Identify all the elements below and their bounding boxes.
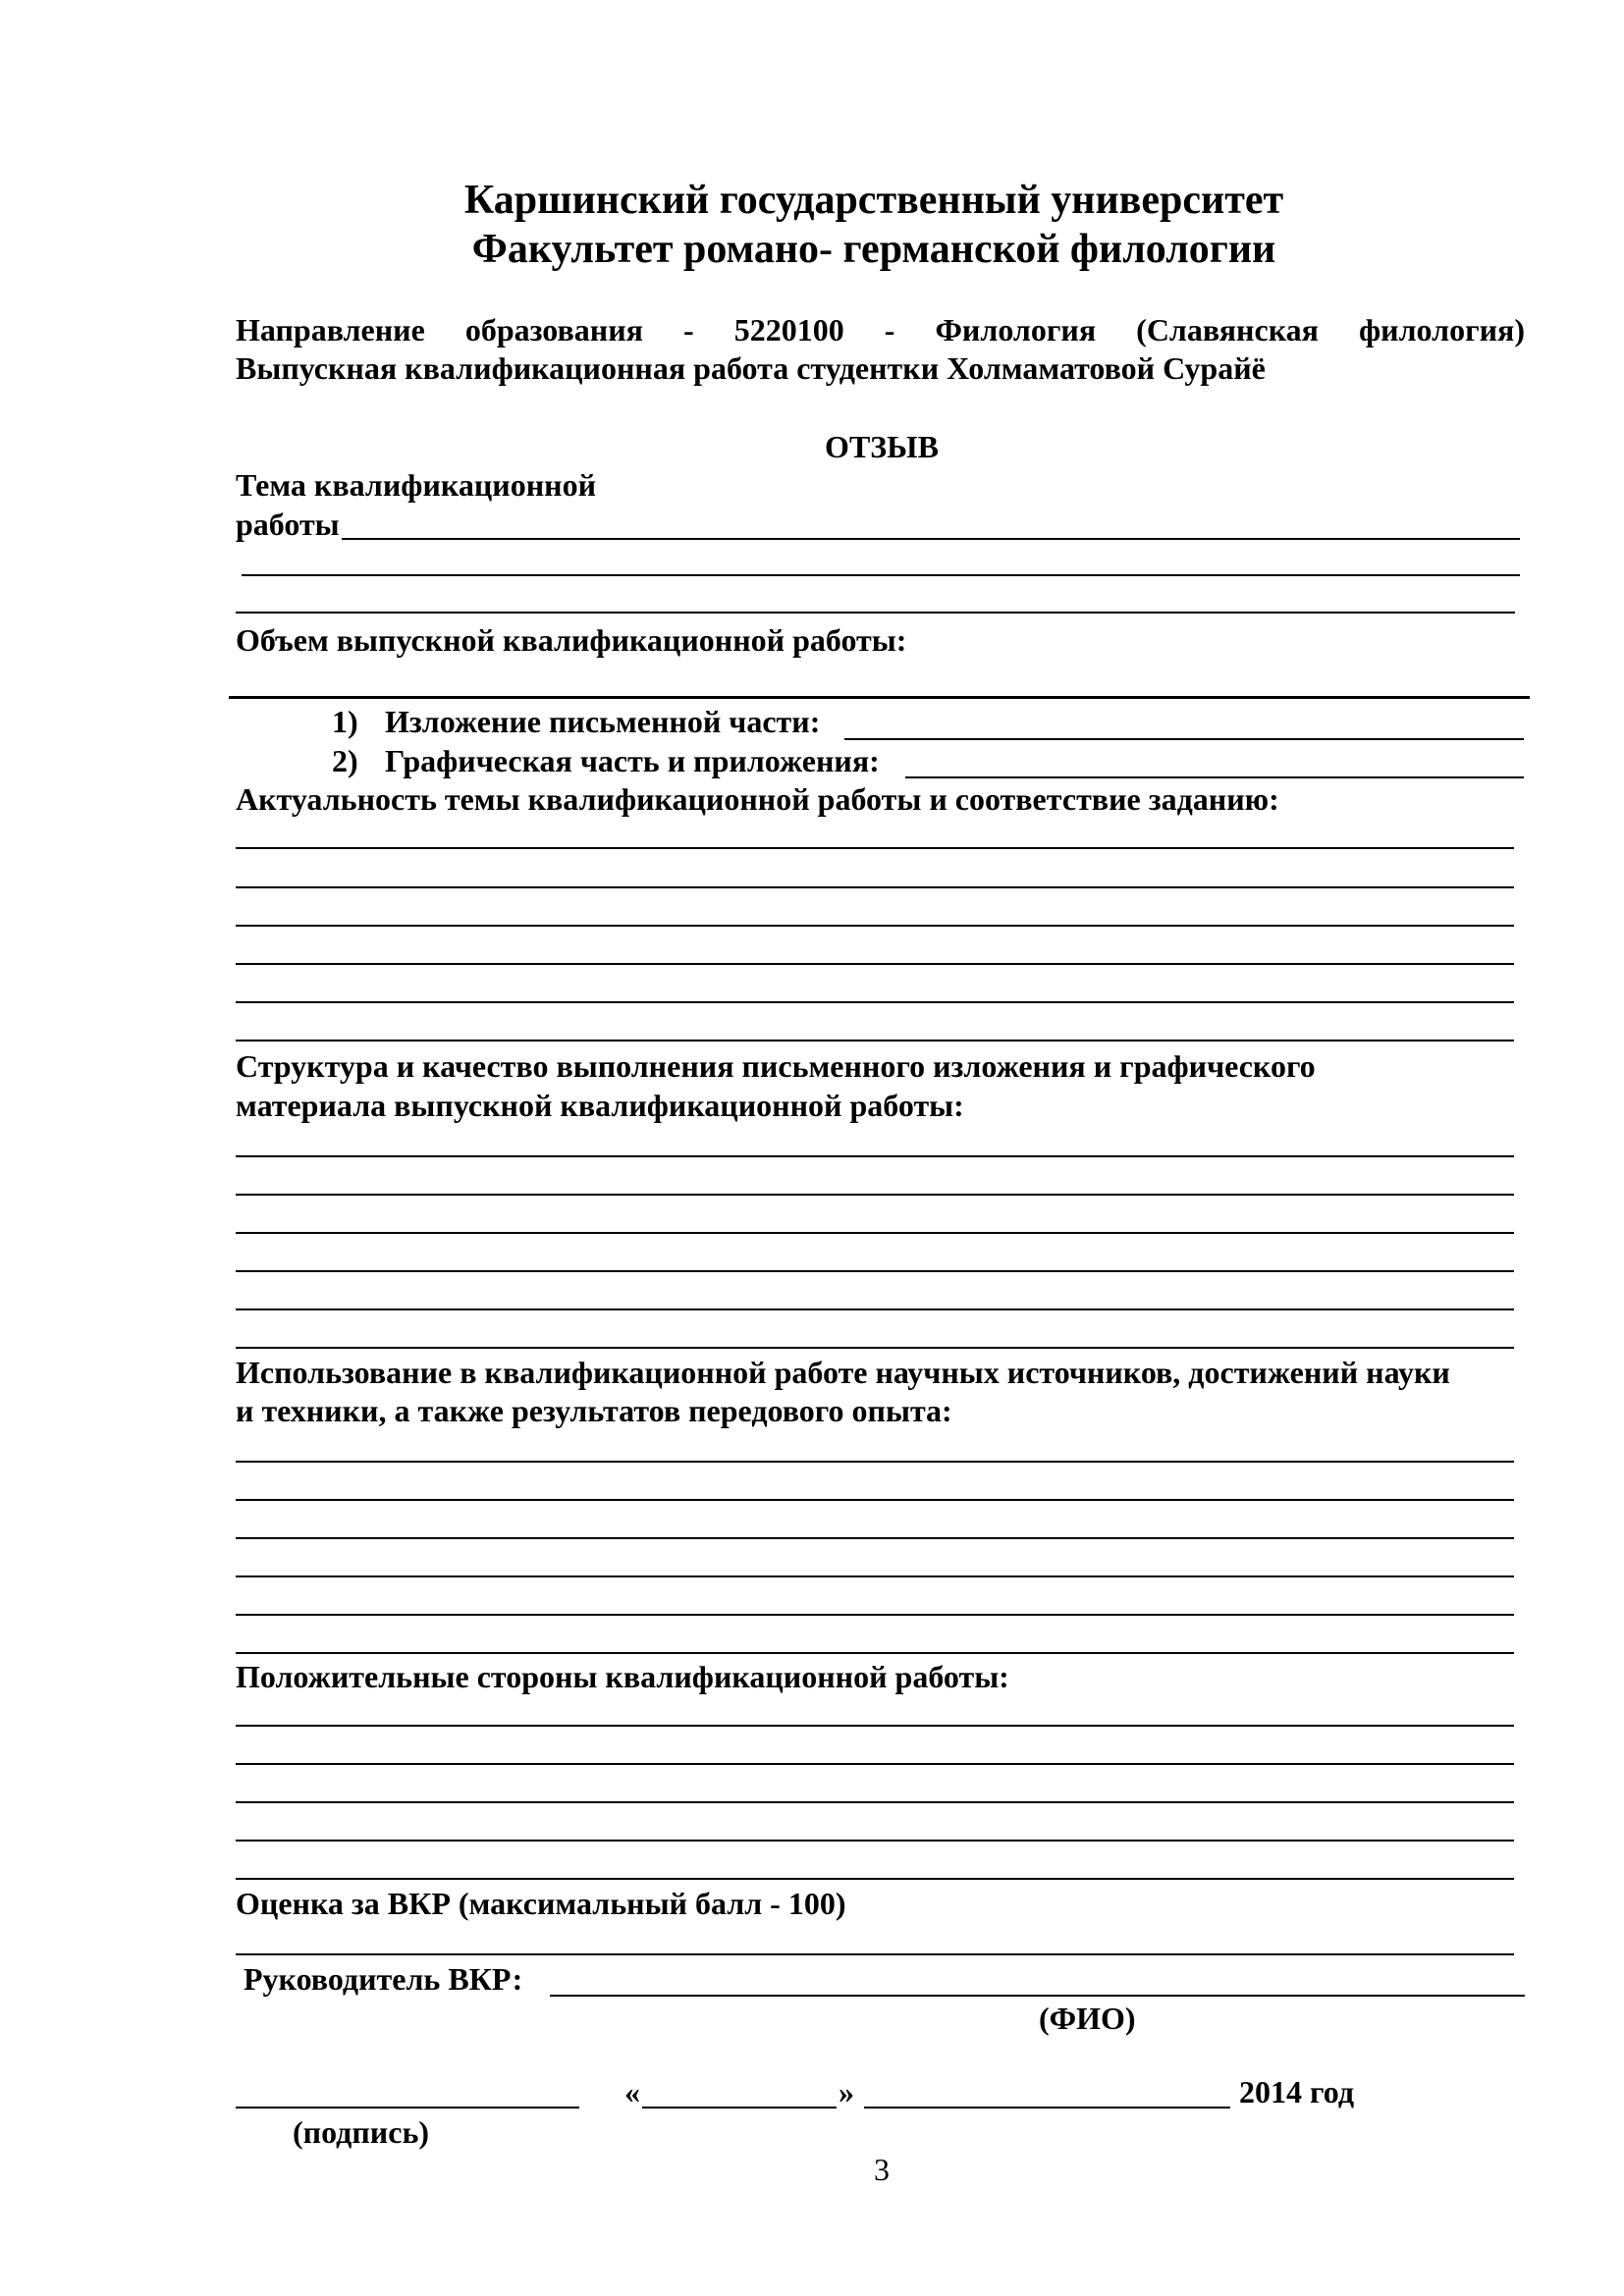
- positive-line[interactable]: [236, 1725, 1514, 1727]
- topic-label-cont: работы: [236, 507, 340, 542]
- positive-line[interactable]: [236, 1801, 1514, 1803]
- structure-line[interactable]: [236, 1308, 1514, 1310]
- structure-label: Структура и качество выполнения письменного изложения и графического: [236, 1048, 1316, 1084]
- structure-label-cont: материала выпускной квалификационной работы:: [236, 1088, 964, 1123]
- relevance-line[interactable]: [236, 963, 1514, 965]
- structure-line[interactable]: [236, 1155, 1514, 1157]
- volume-label: Объем выпускной квалификационной работы:: [236, 622, 907, 658]
- positive-line[interactable]: [236, 1840, 1514, 1842]
- sources-line[interactable]: [236, 1652, 1514, 1654]
- sources-line[interactable]: [236, 1614, 1514, 1616]
- grade-label: Оценка за ВКР (максимальный балл - 100): [236, 1886, 846, 1921]
- grade-line[interactable]: [236, 1953, 1514, 1955]
- sources-line[interactable]: [236, 1575, 1514, 1577]
- relevance-line[interactable]: [236, 847, 1514, 849]
- structure-line[interactable]: [236, 1194, 1514, 1196]
- sources-label: Использование в квалификационной работе научных источников, достижений науки: [236, 1355, 1450, 1390]
- supervisor-label: Руководитель ВКР:: [244, 1961, 523, 1997]
- volume-item-2-label: Графическая часть и приложения:: [385, 743, 880, 778]
- thesis-student-line: Выпускная квалификационная работа студентки Холмаматовой Сурайё: [236, 350, 1266, 386]
- signature-field[interactable]: [236, 2107, 579, 2109]
- sources-line[interactable]: [236, 1499, 1514, 1501]
- positive-line[interactable]: [236, 1878, 1514, 1880]
- review-title: ОТЗЫВ: [825, 429, 939, 464]
- graphic-part-field[interactable]: [905, 776, 1524, 778]
- structure-line[interactable]: [236, 1232, 1514, 1234]
- positive-line[interactable]: [236, 1763, 1514, 1765]
- topic-field-line-3[interactable]: [236, 612, 1515, 614]
- relevance-label: Актуальность темы квалификационной работы и соответствие заданию:: [236, 781, 1279, 817]
- direction-line: Направление образования - 5220100 - Филология (Славянская филология): [236, 312, 1525, 347]
- relevance-line[interactable]: [236, 925, 1514, 927]
- relevance-line[interactable]: [236, 886, 1514, 888]
- structure-line[interactable]: [236, 1347, 1514, 1349]
- faculty-title: Факультет романо- германской филологии: [471, 227, 1276, 272]
- topic-field-line-2[interactable]: [242, 574, 1520, 576]
- page-number: 3: [874, 2152, 890, 2187]
- structure-line[interactable]: [236, 1270, 1514, 1272]
- date-day-field[interactable]: [642, 2107, 837, 2109]
- sources-line[interactable]: [236, 1461, 1514, 1463]
- volume-item-1-number: 1): [332, 704, 358, 739]
- relevance-line[interactable]: [236, 1001, 1514, 1003]
- topic-field-line[interactable]: [342, 538, 1520, 540]
- signature-caption: (подпись): [293, 2114, 430, 2150]
- supervisor-name-field[interactable]: [550, 1995, 1525, 1997]
- volume-item-2-number: 2): [332, 743, 358, 778]
- fio-caption: (ФИО): [1039, 2001, 1136, 2036]
- date-close-quote: »: [839, 2074, 854, 2109]
- sources-label-cont: и техники, а также результатов передового опыта:: [236, 1393, 952, 1428]
- sources-line[interactable]: [236, 1537, 1514, 1539]
- positive-label: Положительные стороны квалификационной работы:: [236, 1659, 1009, 1694]
- volume-separator: [229, 696, 1530, 699]
- year-label: 2014 год: [1239, 2074, 1354, 2109]
- topic-label: Тема квалификационной: [236, 467, 597, 503]
- written-part-field[interactable]: [844, 738, 1524, 740]
- volume-item-1-label: Изложение письменной части:: [385, 704, 821, 739]
- relevance-line[interactable]: [236, 1040, 1514, 1041]
- university-title: Каршинский государственный университет: [463, 178, 1284, 223]
- date-month-field[interactable]: [864, 2107, 1230, 2109]
- date-open-quote: «: [624, 2074, 640, 2109]
